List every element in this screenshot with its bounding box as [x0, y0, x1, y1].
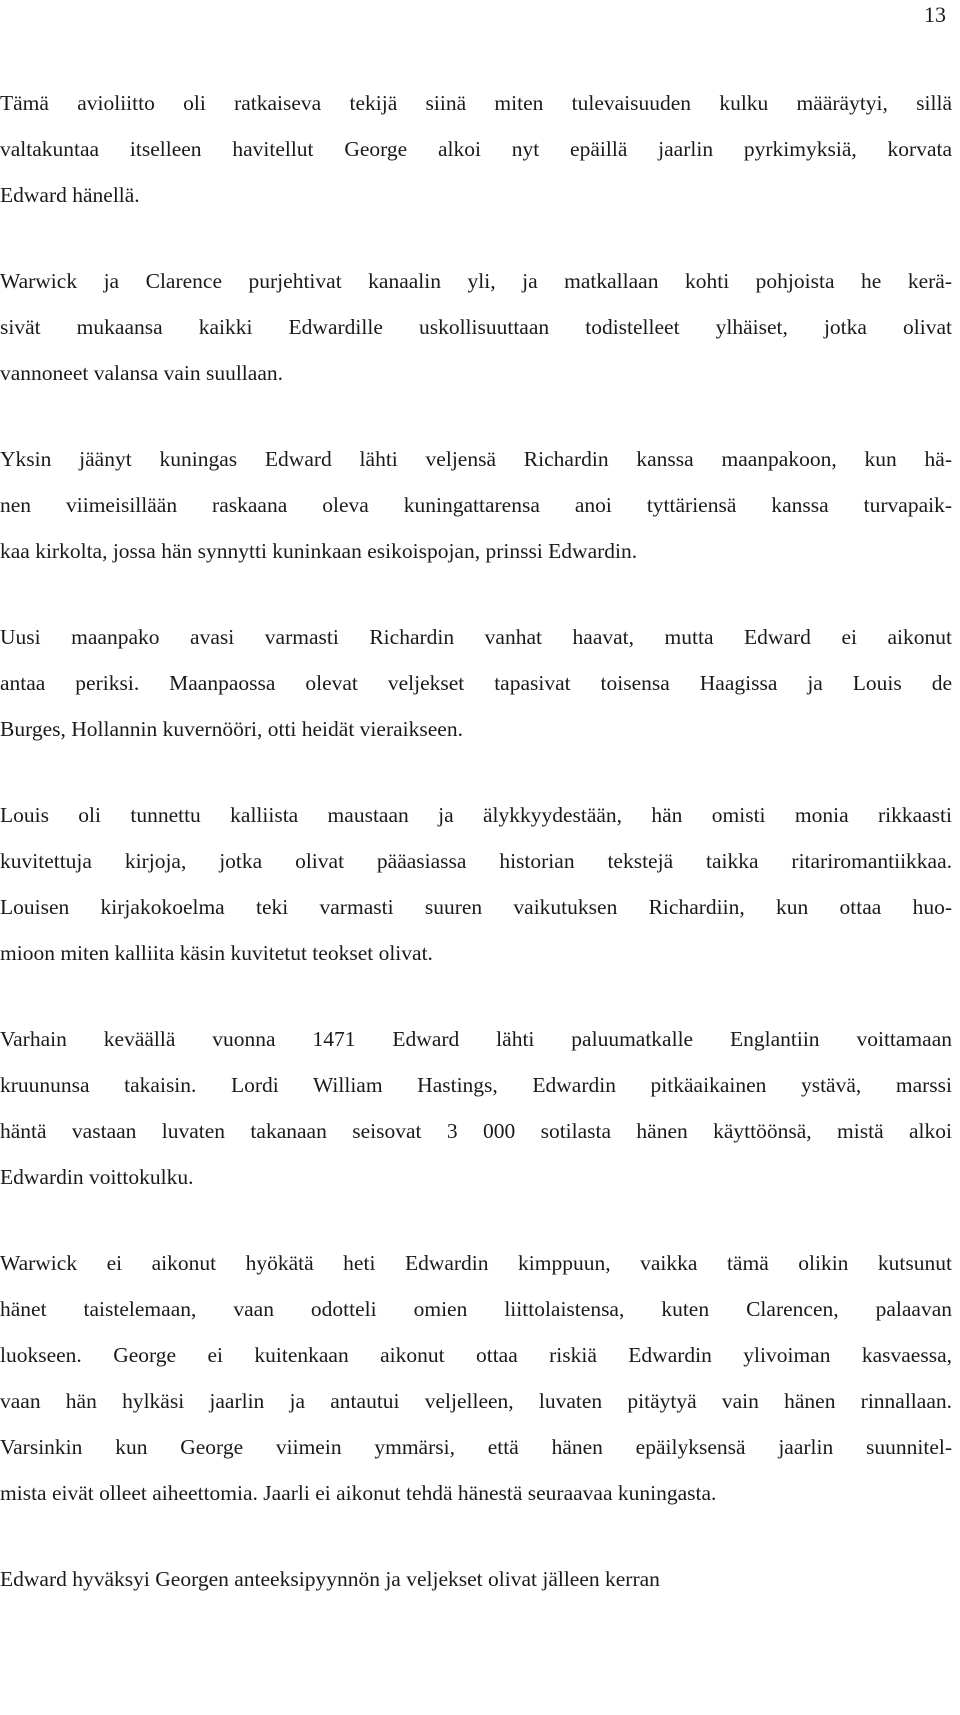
- text-line: kaa kirkolta, jossa hän synnytti kuninkaan esikoispojan, prinssi Edwardin.: [0, 539, 638, 563]
- text-line: häntä vastaan luvaten takanaan seisovat 3 000 sotilasta hänen käyttöönsä, mistä alkoi: [0, 1119, 952, 1143]
- text-line: Yksin jäänyt kuningas Edward lähti veljensä Richardin kanssa maanpakoon, kun hä-: [0, 447, 952, 471]
- text-line: Burges, Hollannin kuvernööri, otti heidät vieraikseen.: [0, 717, 463, 741]
- text-line: Varhain keväällä vuonna 1471 Edward lähti paluumatkalle Englantiin voittamaan: [0, 1027, 952, 1051]
- text-line: Edward hänellä.: [0, 183, 140, 207]
- paragraph: [0, 1556, 952, 1602]
- paragraph: [0, 258, 952, 396]
- paragraph: [0, 80, 952, 218]
- text-line: Varsinkin kun George viimein ymmärsi, että hänen epäilyksensä jaarlin suunnitel-: [0, 1435, 952, 1459]
- paragraph: [0, 614, 952, 752]
- text-line: Louisen kirjakokoelma teki varmasti suuren vaikutuksen Richardiin, kun ottaa huo-: [0, 895, 952, 919]
- document-body: [0, 80, 952, 1602]
- text-line: mioon miten kalliita käsin kuvitetut teokset olivat.: [0, 941, 433, 965]
- text-line: antaa periksi. Maanpaossa olevat veljekset tapasivat toisensa Haagissa ja Louis de: [0, 671, 952, 695]
- page-number: 13: [924, 2, 946, 27]
- text-line: vaan hän hylkäsi jaarlin ja antautui veljelleen, luvaten pitäytyä vain hänen rinnallaan.: [0, 1389, 952, 1413]
- text-line: nen viimeisillään raskaana oleva kuningattarensa anoi tyttäriensä kanssa turvapaik-: [0, 493, 952, 517]
- paragraph: [0, 792, 952, 976]
- text-line: valtakuntaa itselleen havitellut George alkoi nyt epäillä jaarlin pyrkimyksiä, korvata: [0, 137, 952, 161]
- text-line: mista eivät olleet aiheettomia. Jaarli ei aikonut tehdä hänestä seuraavaa kuningasta.: [0, 1481, 717, 1505]
- paragraph: [0, 436, 952, 574]
- paragraph: [0, 1240, 952, 1516]
- text-line: Warwick ja Clarence purjehtivat kanaalin yli, ja matkallaan kohti pohjoista he kerä-: [0, 269, 952, 293]
- text-line: Louis oli tunnettu kalliista maustaan ja älykkyydestään, hän omisti monia rikkaasti: [0, 803, 952, 827]
- text-line: Tämä avioliitto oli ratkaiseva tekijä siinä miten tulevaisuuden kulku määräytyi, sillä: [0, 91, 952, 115]
- text-line: Warwick ei aikonut hyökätä heti Edwardin kimppuun, vaikka tämä olikin kutsunut: [0, 1251, 952, 1275]
- text-line: vannoneet valansa vain suullaan.: [0, 361, 283, 385]
- text-line: hänet taistelemaan, vaan odotteli omien liittolaistensa, kuten Clarencen, palaavan: [0, 1297, 952, 1321]
- text-line: Edward hyväksyi Georgen anteeksipyynnön ja veljekset olivat jälleen kerran: [0, 1567, 660, 1591]
- text-line: luokseen. George ei kuitenkaan aikonut ottaa riskiä Edwardin ylivoiman kasvaessa,: [0, 1343, 952, 1367]
- text-line: Edwardin voittokulku.: [0, 1165, 194, 1189]
- text-line: Uusi maanpako avasi varmasti Richardin vanhat haavat, mutta Edward ei aikonut: [0, 625, 952, 649]
- text-line: kruununsa takaisin. Lordi William Hastings, Edwardin pitkäaikainen ystävä, marssi: [0, 1073, 952, 1097]
- text-line: kuvitettuja kirjoja, jotka olivat pääasiassa historian tekstejä taikka ritariromantiikkaa.: [0, 849, 952, 873]
- text-line: sivät mukaansa kaikki Edwardille uskollisuuttaan todistelleet ylhäiset, jotka olivat: [0, 315, 952, 339]
- paragraph: [0, 1016, 952, 1200]
